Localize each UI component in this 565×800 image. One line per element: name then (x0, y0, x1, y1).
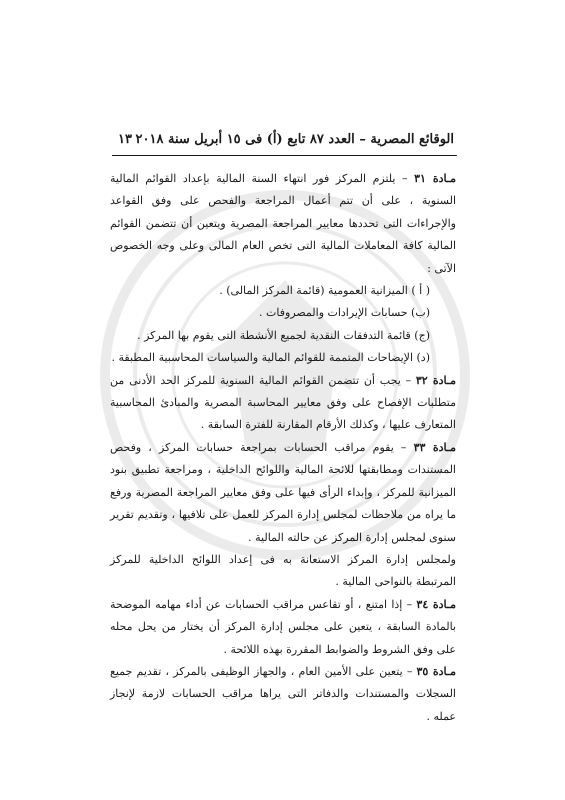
list-item-b: (ب) حسابات الإيرادات والمصروفات . (259, 306, 430, 320)
article-35-text: – يتعين على الأمين العام ، والجهاز الوظيفى بالمركز ، تقديم جميع السجلات والمستندات والدفاتر التى يراها مراقب الحسابات لازمة لإنجاز عمله . (110, 664, 456, 723)
article-34 (110, 594, 456, 661)
header-divider (112, 155, 457, 156)
header-title: الوقائع المصرية – العدد ٨٧ تابع (أ) فى ١٥ أبريل سنة ٢٠١٨ (135, 132, 454, 147)
article-31-label: مـادة ٣١ (414, 172, 456, 185)
article-35-label: مـادة ٣٥ (416, 664, 456, 678)
board-paragraph: ولمجلس إدارة المركز الاستعانة به فى إعداد اللوائح الداخلية للمركز المرتبطة بالنواحى المالية . (110, 552, 456, 589)
list-item-a: ( أ ) الميزانية العمومية (قائمة المركز المالى) . (219, 284, 430, 298)
document-body (110, 168, 456, 728)
article-32-label: مـادة ٣٢ (415, 373, 456, 387)
article-33 (110, 437, 456, 549)
article-34-text: – إذا امتنع ، أو تقاعس مراقب الحسابات عن أداء مهامه الموضحة بالمادة السابقة ، يتعين على مجلس إدارة المركز أن يختار من يحل محله على وفق الشروط والضوابط المقررة بهذه اللائحة . (110, 597, 456, 656)
page-header (118, 132, 454, 147)
list-item-c: (ج) قائمة التدفقات النقدية لجميع الأنشطة التى يقوم بها المركز . (137, 328, 430, 342)
article-32-text: – يجب أن تتضمن القوائم المالية السنوية للمركز الحد الأدنى من متطلبات الإفصاح على وفق معايير المحاسبة المصرية والمبادئ المحاسبية المتعارف عليها ، وكذلك الأرقام المقارنة للفترة السابقة . (110, 373, 456, 432)
article-31 (110, 168, 456, 280)
article-35 (110, 661, 456, 728)
page-number: ١٣ (118, 132, 132, 147)
article-31-text: – يلتزم المركز فور انتهاء السنة المالية بإعداد القوائم المالية السنوية ، على أن تتم أعمال المراجعة والفحص على وفق القواعد والإجراءات التى تحددها معايير المراجعة المصرية ويتعين أن تتضمن القوائم المالية كافة المعاملات المالية التى تخص العام المالى وعلى وجه الخصوص الآتى : (110, 172, 456, 275)
article-32 (110, 370, 456, 437)
list-item-d: (د) الإيضاحات المتممة للقوائم المالية والسياسات المحاسبية المطبقة . (111, 351, 430, 365)
article-33-label: مـادة ٣٣ (413, 440, 456, 454)
article-33-text: – يقوم مراقب الحسابات بمراجعة حسابات المركز ، وفحص المستندات ومطابقتها للائحة المالية واللوائح الداخلية ، ومراجعة تطبيق بنود الميزانية للمركز ، وإبداء الرأى فيها على وفق معايير المراجعة المصرية ورفع ما يراه من ملاحظات لمجلس إدارة المركز للعمل على تلافيها ، وتقديم تقرير سنوى لمجلس إدارة المركز عن حالته المالية . (110, 440, 456, 544)
article-34-label: مـادة ٣٤ (416, 597, 456, 611)
